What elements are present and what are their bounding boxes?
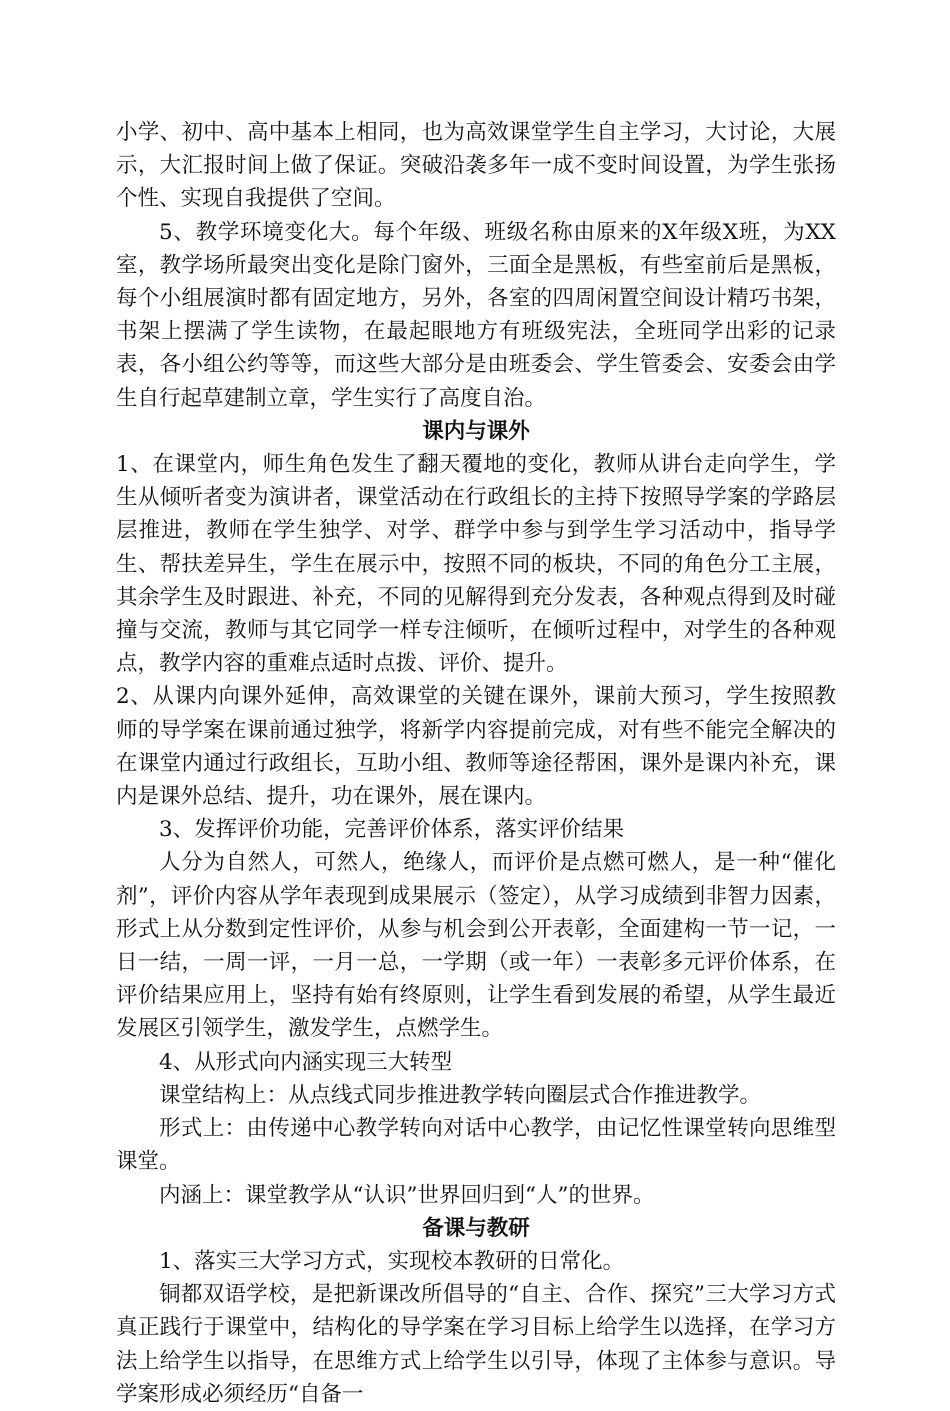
paragraph-form: 形式上：由传递中心教学转向对话中心教学，由记忆性课堂转向思维型课堂。	[116, 1116, 836, 1175]
paragraph-classroom-structure: 课堂结构上：从点线式同步推进教学转向圈层式合作推进教学。	[159, 1082, 762, 1108]
paragraph-three-learning-modes: 1、落实三大学习方式，实现校本教研的日常化。	[159, 1248, 625, 1274]
paragraph-tongdu-school: 铜都双语学校，是把新课改所倡导的“自主、合作、探究”三大学习方式真正践行于课堂中，结构化的导学案在学习目标上给学生以选择，在学习方法上给学生以指导，在思维方式上给学生以引导，体现了主体参与意识。导学案形成必须经历“自备一	[116, 1282, 836, 1407]
paragraph-schedule-continued: 小学、初中、高中基本上相同，也为高效课堂学生自主学习，大讨论，大展示，大汇报时间上做了保证。突破沿袭多年一成不变时间设置，为学生张扬个性、实现自我提供了空间。	[116, 120, 836, 212]
paragraph-evaluation-body: 人分为自然人，可然人，绝缘人，而评价是点燃可燃人，是一种“催化剂”，评价内容从学年表现到成果展示（签定），从学习成绩到非智力因素，形式上从分数到定性评价，从参与机会到公开表彰，全面建构一节一记，一日一结，一周一评，一月一总，一学期（或一年）一表彰多元评价体系，在评价结果应用上，坚持有始有终原则，让学生看到发展的希望，从学生最近发展区引领学生，激发学生，点燃学生。	[116, 850, 836, 1042]
paragraph-evaluation-title: 3、发挥评价功能，完善评价体系，落实评价结果	[159, 817, 625, 843]
section-heading-inside-outside-class: 课内与课外	[422, 418, 530, 444]
section-heading-lesson-prep-research: 备课与教研	[422, 1215, 530, 1241]
paragraph-transform-title: 4、从形式向内涵实现三大转型	[159, 1049, 453, 1075]
paragraph-connotation: 内涵上：课堂教学从“认识”世界回归到“人”的世界。	[159, 1182, 655, 1208]
document-page	[116, 116, 836, 1411]
paragraph-in-class: 1、在课堂内，师生角色发生了翻天覆地的变化，教师从讲台走向学生，学生从倾听者变为演讲者，课堂活动在行政组长的主持下按照导学案的学路层层推进，教师在学生独学、对学、群学中参与到学生学习活动中，指导学生、帮扶差异生，学生在展示中，按照不同的板块，不同的角色分工主展，其余学生及时跟进、补充，不同的见解得到充分发表，各种观点得到及时碰撞与交流，教师与其它同学一样专注倾听，在倾听过程中，对学生的各种观点，教学内容的重难点适时点拨、评价、提升。	[116, 452, 836, 677]
paragraph-extend-outside: 2、从课内向课外延伸，高效课堂的关键在课外，课前大预习，学生按照教师的导学案在课前通过独学，将新学内容提前完成，对有些不能完全解决的在课堂内通过行政组长，互助小组、教师等途径帮困，课外是课内补充，课内是课外总结、提升，功在课外，展在课内。	[116, 684, 836, 810]
paragraph-teaching-environment: 5、教学环境变化大。每个年级、班级名称由原来的X年级X班，为XX室，教学场所最突出变化是除门窗外，三面全是黑板，有些室前后是黑板，每个小组展演时都有固定地方，另外，各室的四周闲置空间设计精巧书架，书架上摆满了学生读物，在最起眼地方有班级宪法，全班同学出彩的记录表，各小组公约等等，而这些大部分是由班委会、学生管委会、安委会由学生自行起草建制立章，学生实行了高度自治。	[116, 219, 836, 411]
